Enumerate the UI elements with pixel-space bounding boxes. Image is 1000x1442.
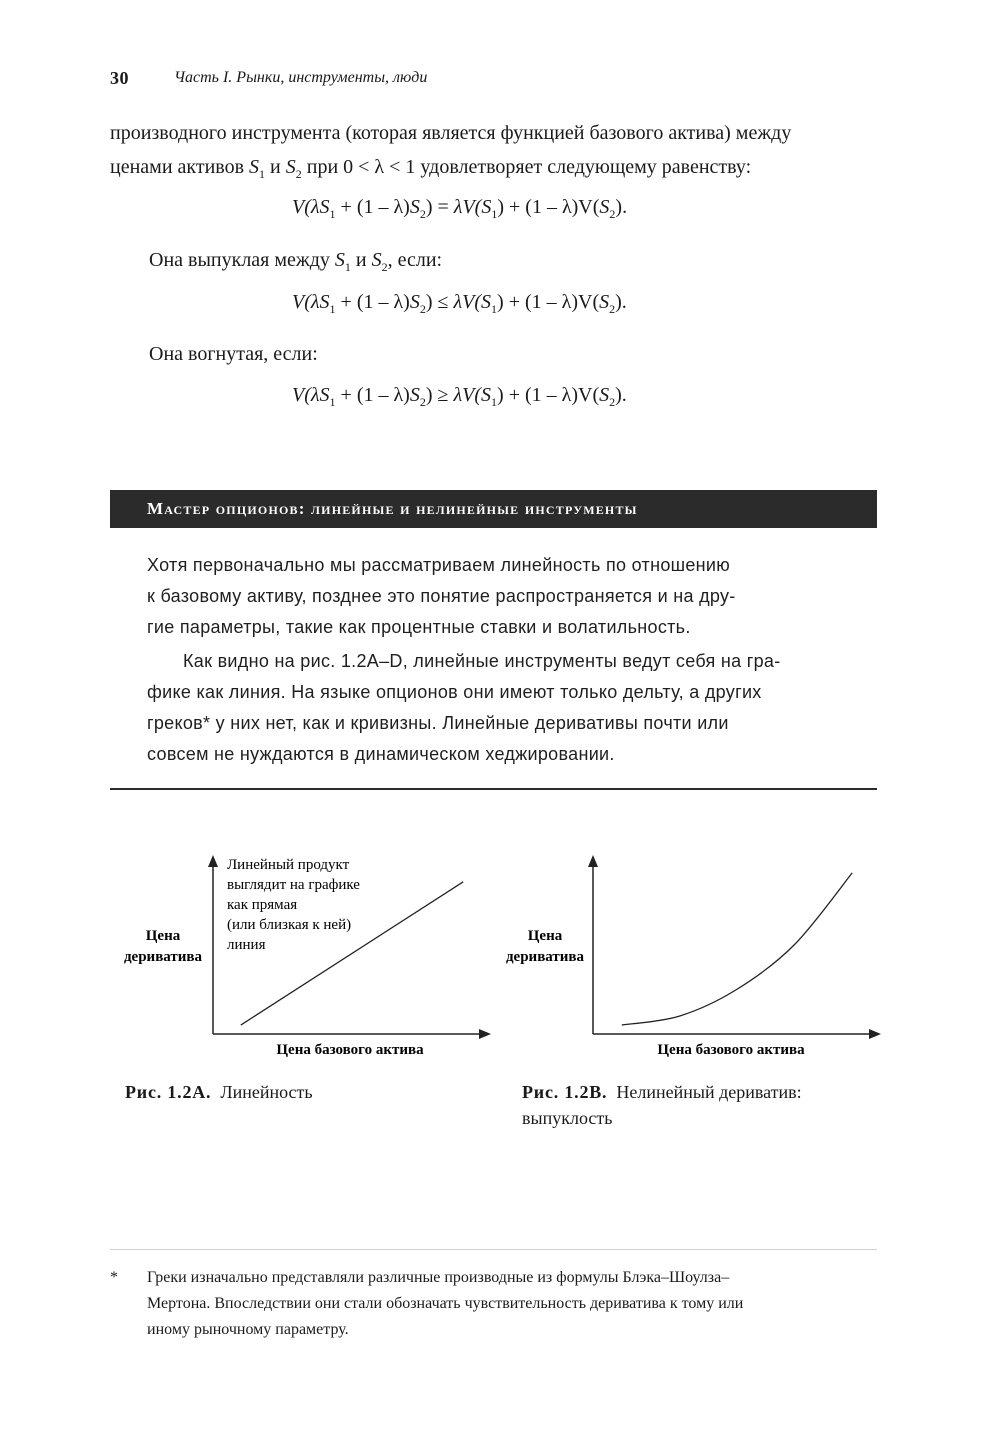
body-line: Она выпуклая между $S_1$ и $S_2$, если:: [149, 249, 443, 274]
figure-b-caption: Рис. 1.2B. Нелинейный дериватив:: [522, 1082, 802, 1102]
fig-a-annotation: выглядит на графике: [227, 877, 360, 893]
fig-a-annotation: как прямая: [227, 897, 298, 913]
fig-b-ylabel-2: дериватива: [505, 949, 585, 965]
fig-a-annotation: линия: [227, 937, 266, 953]
figure-a-caption: Рис. 1.2A. Линейность: [125, 1082, 313, 1102]
footnote-line: Греки изначально представляли различные производные из формулы Блэка–Шоулза–: [147, 1269, 730, 1286]
sidebar-title: Мастер опционов: линейные и нелинейные инструменты: [147, 499, 638, 518]
page-number: 30: [110, 68, 129, 88]
running-title: Часть I. Рынки, инструменты, люди: [174, 69, 428, 86]
fig-a-y-arrow: [208, 855, 218, 867]
sidebar-line: совсем не нуждаются в динамическом хеджировании.: [147, 744, 615, 764]
fig-a-annotation: Линейный продукт: [227, 857, 350, 873]
fig-a-x-arrow: [479, 1029, 491, 1039]
body-line: производного инструмента (которая является функцией базового актива) между: [110, 122, 792, 144]
equation-linear: $V(\lambda S_1 + (1 - \lambda)S_2) = \lambda V(S_1) + (1 - \lambda)V(S_2)$.: [292, 196, 628, 221]
figure-b-caption-cont: выпуклость: [522, 1108, 613, 1128]
figure-b: [506, 855, 881, 1058]
footnote-line: иному рыночному параметру.: [147, 1321, 349, 1338]
footnote-mark: *: [110, 1269, 118, 1286]
fig-b-xlabel: Цена базового актива: [657, 1042, 805, 1058]
fig-b-convex-series: [622, 873, 852, 1025]
sidebar-line: гие параметры, такие как процентные ставки и волатильность.: [147, 617, 691, 637]
equation-convex: $V(\lambda S_1 + (1 - \lambda)S_2) \le \lambda V(S_1) + (1 - \lambda)V(S_2)$.: [292, 291, 627, 316]
equation-concave: $V(\lambda S_1 + (1 - \lambda)S_2) \ge \lambda V(S_1) + (1 - \lambda)V(S_2)$.: [292, 384, 627, 409]
fig-a-annotation: (или близкая к ней): [227, 917, 352, 933]
footnote-rule: [110, 1249, 877, 1250]
sidebar-line: греков* у них нет, как и кривизны. Линейные деривативы почти или: [147, 713, 729, 733]
fig-b-y-arrow: [588, 855, 598, 867]
sidebar-line: фике как линия. На языке опционов они имеют только дельту, а других: [147, 682, 762, 702]
figure-a: [124, 855, 491, 1058]
footnote-line: Мертона. Впоследствии они стали обозначать чувствительность дериватива к тому или: [147, 1295, 744, 1312]
fig-b-ylabel-1: Цена: [527, 928, 563, 944]
fig-a-xlabel: Цена базового актива: [276, 1042, 424, 1058]
sidebar-line: к базовому активу, позднее это понятие распространяется и на дру-: [147, 586, 736, 606]
fig-a-ylabel-2: дериватива: [123, 949, 203, 965]
body-line: Она вогнутая, если:: [149, 343, 318, 365]
sidebar-line: Хотя первоначально мы рассматриваем линейность по отношению: [147, 555, 731, 575]
sidebar-line: Как видно на рис. 1.2A–D, линейные инструменты ведут себя на гра-: [183, 651, 781, 671]
body-line: ценами активов $S_1$ и $S_2$ при 0 < λ < 1 удовлетворяет следующему равенству:: [110, 156, 752, 181]
fig-b-x-arrow: [869, 1029, 881, 1039]
fig-a-ylabel-1: Цена: [145, 928, 181, 944]
